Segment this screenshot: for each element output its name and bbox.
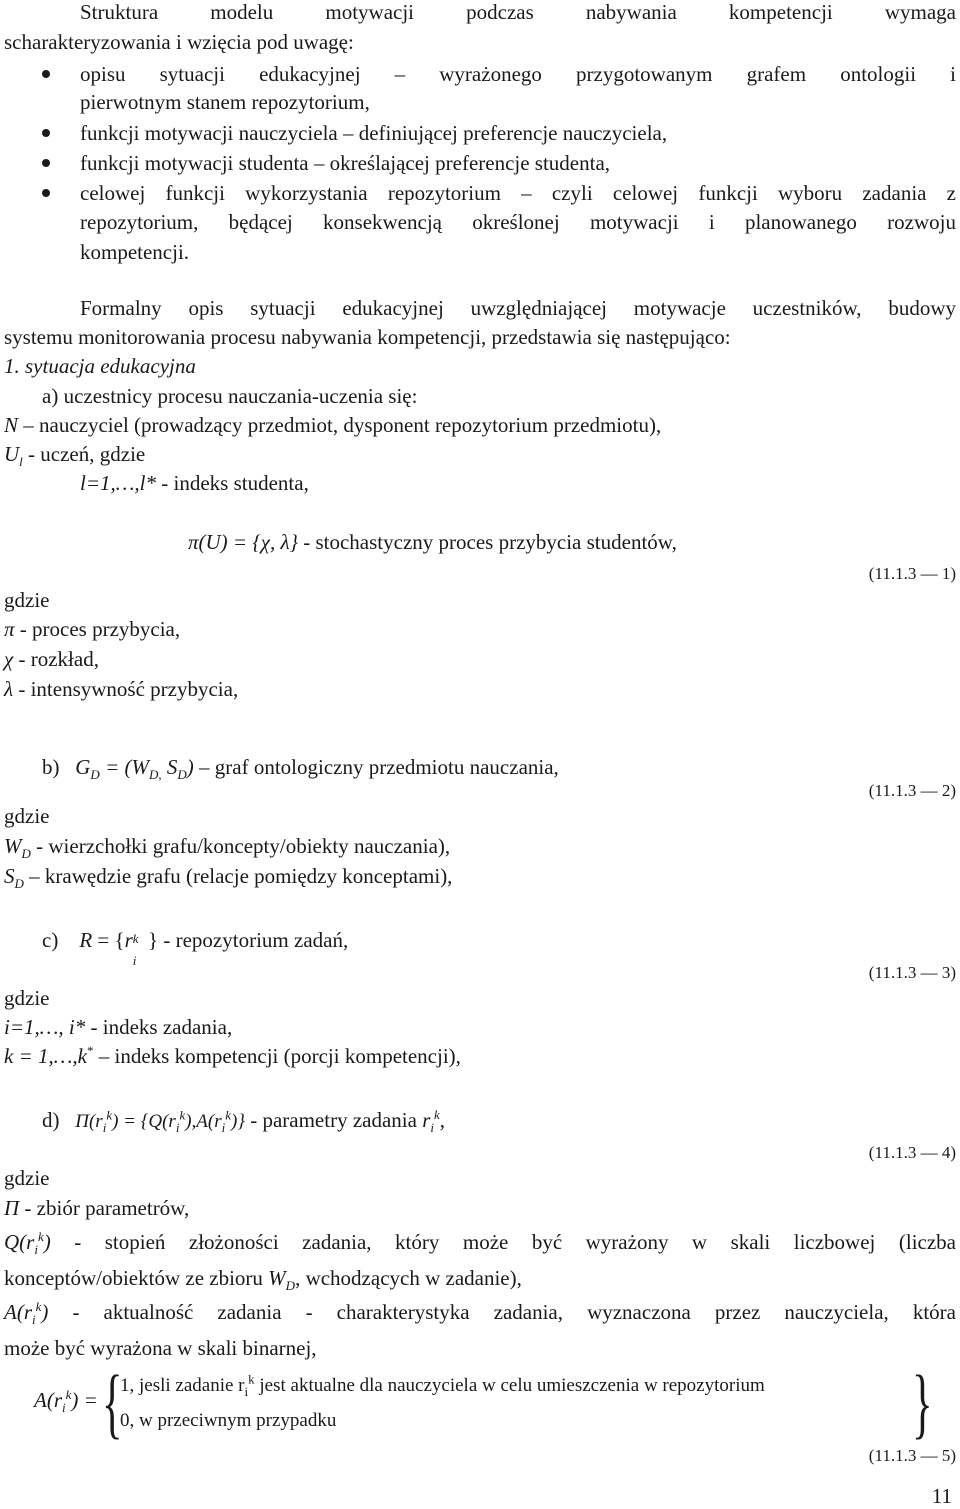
equation-4-number: (11.1.3 — 4) [868, 1143, 956, 1162]
student-definition: $U_l$ - uczeń, gdzie [4, 442, 146, 470]
equation-5-number: (11.1.3 — 5) [868, 1446, 956, 1465]
bullet-4-line-1: celowej funkcji wykorzystania repozytorium – czyli celowej funkcji wyboru zadania z [80, 181, 956, 205]
equation-1: π(U) = {χ, λ} - stochastyczny proces przybycia studentów, [188, 530, 677, 554]
left-brace: { [102, 1359, 123, 1446]
definition-wd: $W_D$ - wierzchołki grafu/koncepty/obiekty nauczania), [4, 834, 451, 862]
definition-pi-params: Π - zbiór parametrów, [4, 1196, 190, 1220]
equation-2-number: (11.1.3 — 2) [868, 781, 956, 800]
section-heading: 1. sytuacja edukacyjna [4, 354, 196, 378]
gdzie-1: gdzie [4, 588, 50, 612]
equation-4: d) $\Pi(r_i^k) = \{Q(r_i^k),A(r_i^k)\}$ - parametry zadania $r_i^k$, [42, 1107, 446, 1136]
definition-q-line-2: konceptów/obiektów ze zbioru $W_D$, wchodzących w zadanie), [4, 1266, 522, 1294]
bullet-dot [42, 70, 50, 78]
definition-q-line-1: $Q(r_i^k)$ - stopień złożoności zadania, który może być wyrażony w skali liczbowej (liczba [4, 1229, 956, 1258]
definition-pi: π - proces przybycia, [4, 617, 181, 641]
equation-3: c) R = {r k i } - repozytorium zadań, [42, 928, 349, 968]
case-2: 0, w przeciwnym przypadku [120, 1410, 337, 1431]
definition-chi: χ - rozkład, [4, 647, 99, 671]
task-index: i=1,…, i* - indeks zadania, [4, 1015, 233, 1039]
page-number: 11 [931, 1484, 952, 1508]
bullet-dot [42, 159, 50, 167]
bullet-1-line-2: pierwotnym stanem repozytorium, [80, 90, 370, 114]
equation-5-lhs: $A(r_i^k)$ = [34, 1387, 98, 1416]
definition-sd: $S_D$ – krawędzie grafu (relacje pomiędzy konceptami), [4, 864, 453, 892]
student-index: l=1,…,l* - indeks studenta, [80, 471, 309, 495]
gdzie-3: gdzie [4, 986, 50, 1010]
bullet-3-line-1: funkcji motywacji studenta – określającej preferencje studenta, [80, 151, 611, 175]
formal-line-1: Formalny opis sytuacji edukacyjnej uwzględniającej motywacje uczestników, budowy [80, 296, 956, 320]
item-a: a) uczestnicy procesu nauczania-uczenia się: [42, 384, 418, 408]
bullet-4-line-3: kompetencji. [80, 240, 190, 264]
intro-line-1: Struktura modelu motywacji podczas nabywania kompetencji wymaga [80, 0, 956, 24]
teacher-definition: N – nauczyciel (prowadzący przedmiot, dysponent repozytorium przedmiotu), [4, 413, 662, 437]
equation-1-number: (11.1.3 — 1) [868, 564, 956, 583]
intro-line-2: scharakteryzowania i wzięcia pod uwagę: [4, 30, 354, 54]
definition-a-line-1: $A(r_i^k)$ - aktualność zadania - charakterystyka zadania, wyznaczona przez nauczyciela, która [4, 1299, 956, 1328]
definition-lambda: λ - intensywność przybycia, [4, 677, 239, 701]
formal-line-2: systemu monitorowania procesu nabywania kompetencji, przedstawia się następująco: [4, 325, 731, 349]
case-1: 1, jesli zadanie $r_i^k$ jest aktualne dla nauczyciela w celu umieszczenia w repozytorium [120, 1371, 765, 1399]
gdzie-4: gdzie [4, 1166, 50, 1190]
right-brace: } [912, 1359, 933, 1446]
bullet-dot [42, 129, 50, 137]
bullet-1-line-1: opisu sytuacji edukacyjnej – wyrażonego przygotowanym grafem ontologii i [80, 62, 956, 86]
bullet-2-line-1: funkcji motywacji nauczyciela – definiującej preferencje nauczyciela, [80, 121, 668, 145]
bullet-dot [42, 189, 50, 197]
equation-3-number: (11.1.3 — 3) [868, 963, 956, 982]
definition-a-line-2: może być wyrażona w skali binarnej, [4, 1336, 317, 1360]
equation-2: b) $G_D = (W_{D,}$ $S_D$) – graf ontologiczny przedmiotu nauczania, [42, 755, 559, 783]
gdzie-2: gdzie [4, 804, 50, 828]
bullet-4-line-2: repozytorium, będącej konsekwencją określonej motywacji i planowanego rozwoju [80, 210, 956, 234]
competence-index: k = 1,…,k* – indeks kompetencji (porcji kompetencji), [4, 1043, 461, 1068]
